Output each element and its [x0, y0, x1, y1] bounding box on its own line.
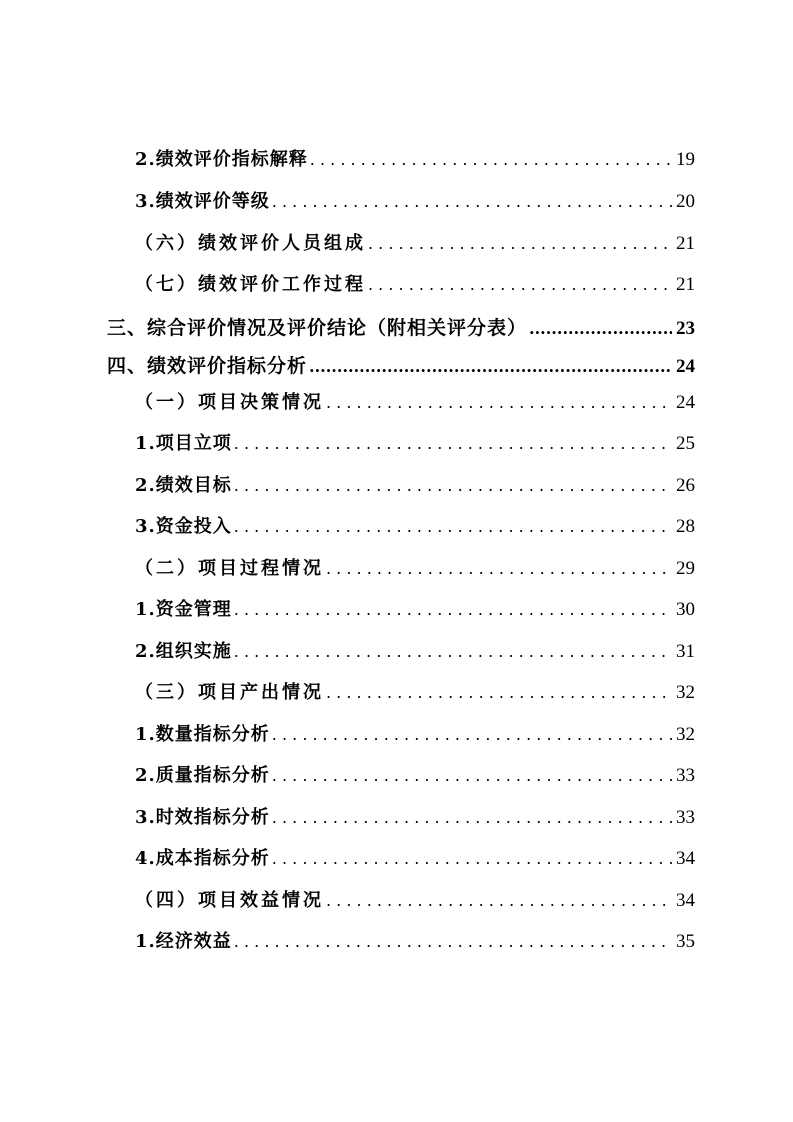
toc-leader-dots	[326, 681, 672, 705]
toc-entry-page: 28	[676, 516, 695, 537]
toc-entry[interactable]	[135, 598, 695, 622]
toc-entry[interactable]	[135, 889, 695, 913]
toc-leader-dots	[272, 847, 672, 871]
toc-entry-label: 三、综合评价情况及评价结论（附相关评分表）	[107, 317, 528, 339]
toc-leader-dots	[272, 723, 672, 747]
toc-entry[interactable]	[107, 316, 695, 341]
toc-entry[interactable]	[135, 474, 695, 498]
toc-entry-page: 24	[676, 356, 695, 377]
toc-entry-page: 29	[676, 558, 695, 579]
toc-entry[interactable]	[135, 930, 695, 954]
toc-entry[interactable]	[135, 764, 695, 788]
toc-leader-dots	[272, 764, 672, 788]
toc-entry-label: 2.质量指标分析	[135, 765, 270, 786]
toc-entry[interactable]	[135, 847, 695, 871]
toc-leader-dots	[272, 190, 672, 214]
toc-entry-label: 4.成本指标分析	[135, 848, 270, 869]
toc-entry-label: （六）绩效评价人员组成	[135, 233, 366, 254]
toc-entry-page: 30	[676, 599, 695, 620]
toc-entry-label: 3.资金投入	[135, 516, 232, 537]
toc-leader-dots	[234, 598, 672, 622]
toc-entry[interactable]	[107, 354, 695, 379]
toc-entry-label: 1.经济效益	[135, 931, 232, 952]
toc-leader-dots	[234, 432, 672, 456]
toc-entry-page: 19	[676, 149, 695, 170]
toc-entry-page: 21	[676, 274, 695, 295]
toc-entry[interactable]	[135, 515, 695, 539]
toc-entry-page: 34	[676, 890, 695, 911]
toc-entry[interactable]	[135, 681, 695, 705]
toc-entry-label: 3.绩效评价等级	[135, 191, 270, 212]
toc-leader-dots	[529, 317, 672, 341]
toc-leader-dots	[234, 930, 672, 954]
toc-entry[interactable]	[135, 806, 695, 830]
toc-entry[interactable]	[135, 391, 695, 415]
toc-entry-page: 32	[676, 682, 695, 703]
toc-entry-page: 34	[676, 848, 695, 869]
toc-entry-label: 1.资金管理	[135, 599, 232, 620]
toc-entry[interactable]	[135, 190, 695, 214]
toc-entry-label: （七）绩效评价工作过程	[135, 274, 366, 295]
toc-entry[interactable]	[135, 432, 695, 456]
toc-entry-label: 1.项目立项	[135, 433, 232, 454]
toc-entry-page: 33	[676, 807, 695, 828]
toc-leader-dots	[310, 148, 672, 172]
toc-entry-page: 21	[676, 233, 695, 254]
toc-entry-page: 33	[676, 765, 695, 786]
toc-entry-label: （四）项目效益情况	[135, 890, 324, 911]
toc-entry-page: 24	[676, 392, 695, 413]
toc-entry[interactable]	[135, 640, 695, 664]
toc-entry-label: 四、绩效评价指标分析	[107, 355, 308, 377]
toc-entry-label: （一）项目决策情况	[135, 392, 324, 413]
toc-entry[interactable]	[135, 723, 695, 747]
toc-entry-label: （二）项目过程情况	[135, 558, 324, 579]
toc-entry-page: 20	[676, 191, 695, 212]
toc-leader-dots	[368, 232, 672, 256]
toc-leader-dots	[234, 474, 672, 498]
toc-leader-dots	[326, 557, 672, 581]
toc-leader-dots	[234, 515, 672, 539]
toc-leader-dots	[309, 355, 672, 379]
toc-entry-label: 2.绩效评价指标解释	[135, 149, 308, 170]
toc-leader-dots	[272, 806, 672, 830]
toc-leader-dots	[326, 889, 672, 913]
toc-entry-page: 31	[676, 641, 695, 662]
toc-leader-dots	[234, 640, 672, 664]
toc-entry-page: 35	[676, 931, 695, 952]
toc-entry-page: 32	[676, 724, 695, 745]
toc-entry-label: 2.组织实施	[135, 641, 232, 662]
toc-leader-dots	[368, 273, 672, 297]
toc-entry-page: 23	[676, 318, 695, 339]
toc-leader-dots	[326, 391, 672, 415]
toc-entry-label: 2.绩效目标	[135, 475, 232, 496]
toc-entry[interactable]	[135, 557, 695, 581]
toc-entry-page: 26	[676, 475, 695, 496]
toc-entry-label: 1.数量指标分析	[135, 724, 270, 745]
toc-entry[interactable]	[135, 232, 695, 256]
toc-entry-page: 25	[676, 433, 695, 454]
toc-entry-label: 3.时效指标分析	[135, 807, 270, 828]
toc-entry-label: （三）项目产出情况	[135, 682, 324, 703]
toc-entry[interactable]	[135, 273, 695, 297]
toc-entry[interactable]	[135, 148, 695, 172]
